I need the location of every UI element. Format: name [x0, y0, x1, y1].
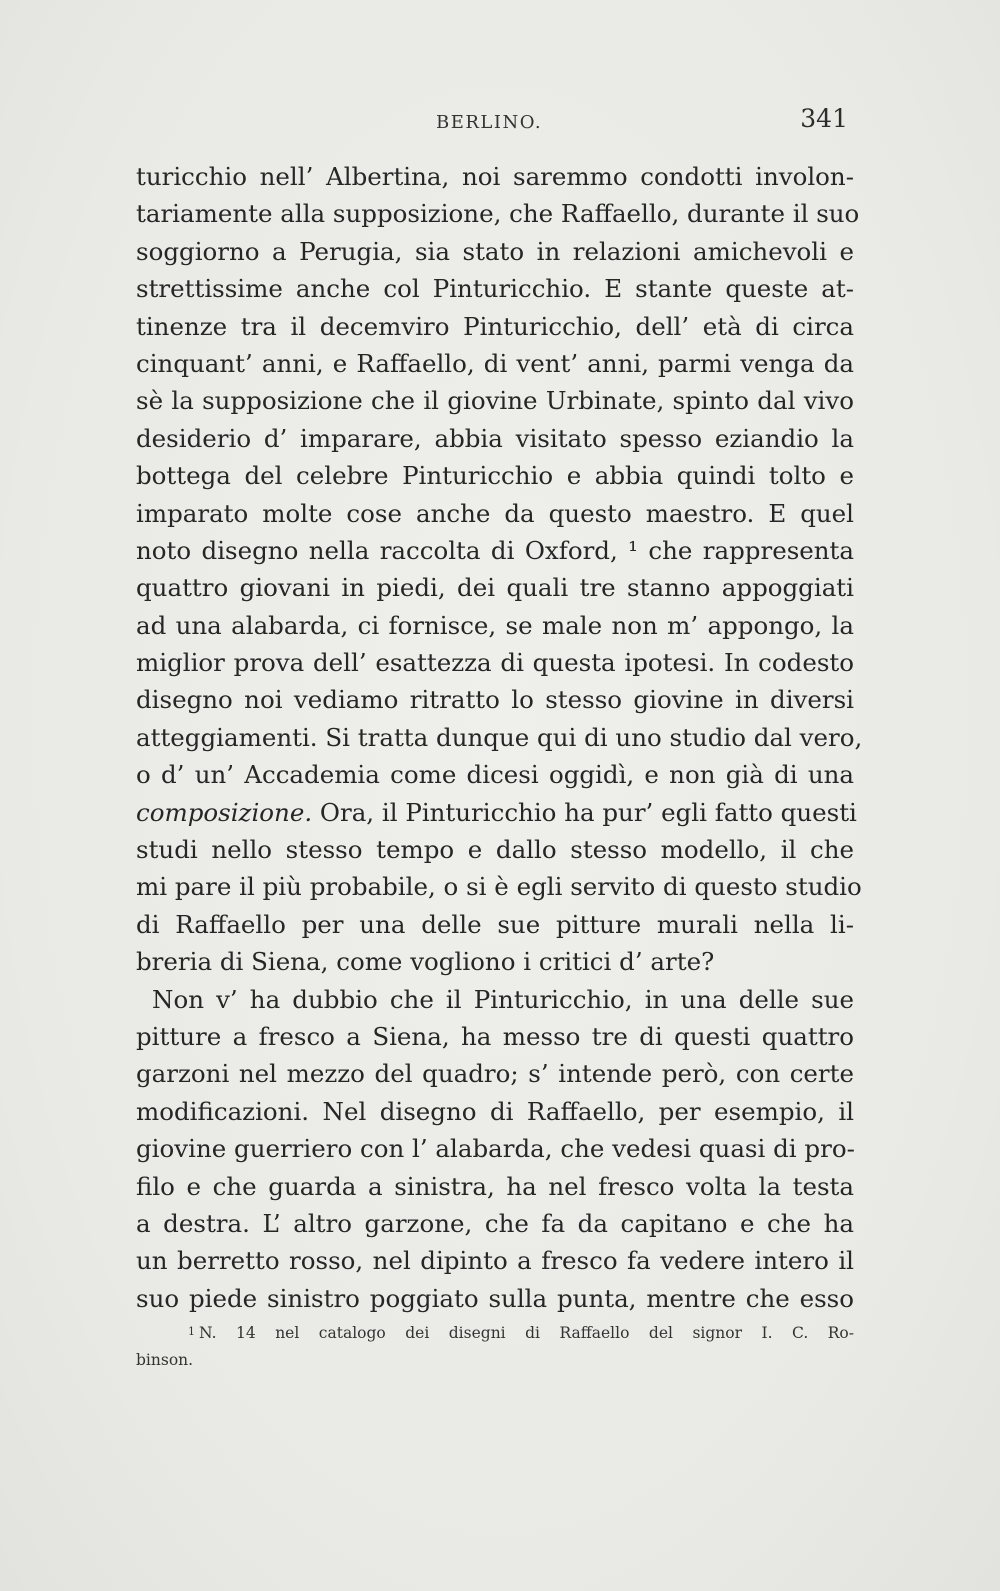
text-line: miglior prova dell’ esattezza di questa ipotesi. In codesto: [136, 648, 854, 678]
text-line: atteggiamenti. Si tratta dunque qui di uno studio dal vero,: [136, 722, 863, 752]
text-line: Non v’ ha dubbio che il Pinturicchio, in una delle sue: [152, 984, 854, 1014]
text-line: bottega del celebre Pinturicchio e abbia quindi tolto e: [136, 461, 854, 491]
text-line: desiderio d’ imparare, abbia visitato spesso eziandio la: [136, 423, 854, 453]
text-line: un berretto rosso, nel dipinto a fresco fa vedere intero il: [136, 1246, 854, 1276]
running-head: [136, 104, 852, 140]
text-line: cinquant’ anni, e Raffaello, di vent’ anni, parmi venga da: [136, 348, 854, 378]
text-line: soggiorno a Perugia, sia stato in relazioni amichevoli e: [136, 236, 854, 266]
footnote-line: [136, 1318, 854, 1346]
text-line: quattro giovani in piedi, dei quali tre stanno appoggiati: [136, 573, 854, 603]
text-line: pitture a fresco a Siena, ha messo tre di questi quattro: [136, 1021, 854, 1051]
text-line: [136, 794, 857, 831]
footnote-mark: 1: [188, 1325, 195, 1338]
footnote-text: N. 14 nel catalogo dei disegni di Raffaello del signor I. C. Ro-: [199, 1324, 854, 1342]
text-line: tariamente alla supposizione, che Raffaello, durante il suo: [136, 199, 860, 229]
footnote-line: binson.: [136, 1351, 194, 1369]
body-text: [136, 158, 863, 1317]
text-line: tinenze tra il decemviro Pinturicchio, dell’ età di circa: [136, 311, 854, 341]
text-line: a destra. L’ altro garzone, che fa da capitano e che ha: [136, 1208, 854, 1238]
text-line: mi pare il più probabile, o si è egli servito di questo studio: [136, 872, 862, 902]
text-line: studi nello stesso tempo e dallo stesso modello, il che: [136, 835, 854, 865]
text-line: strettissime anche col Pinturicchio. E stante queste at-: [136, 274, 854, 304]
page-number: 341: [800, 104, 848, 133]
text-line: breria di Siena, come vogliono i critici d’ arte?: [136, 947, 715, 977]
text-line: di Raffaello per una delle sue pitture murali nella li-: [136, 909, 854, 939]
text-line: sè la supposizione che il giovine Urbinate, spinto dal vivo: [136, 386, 854, 416]
text-line: garzoni nel mezzo del quadro; s’ intende però, con certe: [136, 1059, 854, 1089]
text-line: disegno noi vediamo ritratto lo stesso giovine in diversi: [136, 685, 854, 715]
text-line: giovine guerriero con l’ alabarda, che vedesi quasi di pro-: [136, 1134, 855, 1164]
text-line: noto disegno nella raccolta di Oxford, ¹ che rappresenta: [136, 535, 854, 565]
text-line: suo piede sinistro poggiato sulla punta, mentre che esso: [136, 1283, 854, 1313]
text-line-rest: Ora, il Pinturicchio ha pur’ egli fatto questi: [312, 797, 857, 827]
text-line: turicchio nell’ Albertina, noi saremmo condotti involon-: [136, 162, 854, 191]
text-line: filo e che guarda a sinistra, ha nel fresco volta la testa: [136, 1171, 854, 1201]
text-line: o d’ un’ Accademia come dicesi oggidì, e non già di una: [136, 760, 854, 790]
running-title: BERLINO.: [436, 112, 543, 133]
text-line: imparato molte cose anche da questo maestro. E quel: [136, 498, 854, 528]
footnotes: [136, 1318, 854, 1374]
text-line: ad una alabarda, ci fornisce, se male non m’ appongo, la: [136, 610, 854, 640]
text-line: modificazioni. Nel disegno di Raffaello, per esempio, il: [136, 1096, 854, 1126]
italic-term: composizione.: [136, 797, 313, 827]
